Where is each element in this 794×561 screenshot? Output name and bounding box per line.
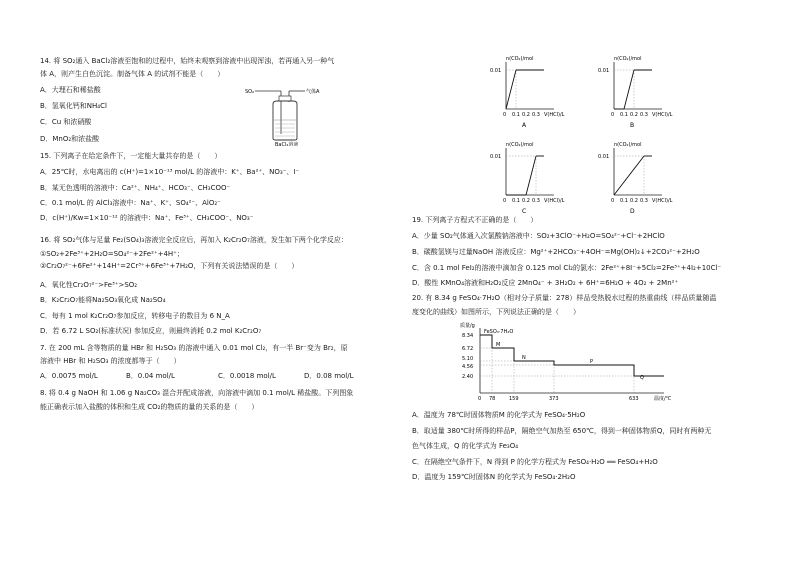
graph-b [590, 52, 686, 130]
graph-b-svg [590, 52, 686, 130]
q16-option-a: A．氧化性Cr₂O₇²⁻>Fe³⁺>SO₂ [40, 281, 138, 289]
graph-a-ylabel: n(CO₂)/mol [506, 56, 534, 62]
graph-a-ytick: 0.01 [490, 68, 502, 74]
q19-option-b: B．碳酸氢镁与过量NaOH 溶液反应：Mg²⁺+2HCO₃⁻+4OH⁻=Mg(OH)₂↓+2CO₃²⁻+2H₂O [412, 248, 700, 256]
graph-d-xtick-2: 0.2 [630, 198, 638, 204]
graph-c-svg [482, 138, 574, 216]
graph-d-xtick-1: 0.1 [620, 198, 628, 204]
tg-curve-figure [458, 320, 688, 404]
graph-a-xtick-3: 0.3 [532, 112, 540, 118]
fig-gas-label: 气体A [306, 89, 320, 95]
tg-curve-svg [458, 320, 688, 404]
graph-b-ylabel: n(CO₂)/mol [614, 56, 642, 62]
graph-d-xlabel: V(HCl)/L [652, 198, 673, 204]
tg-xtick-4: 633 [629, 396, 639, 402]
graph-b-xtick-3: 0.3 [640, 112, 648, 118]
q14-option-c: C．Cu 和浓硝酸 [40, 118, 92, 126]
q16-reaction-2: ②Cr₂O₇²⁻+6Fe²⁺+14H⁺=2Cr³⁺+6Fe³⁺+7H₂O，下列有关说法错误的是（ ） [40, 262, 299, 270]
graph-a-label: A [522, 122, 527, 129]
tg-ytick-4: 2.40 [462, 374, 474, 380]
q14-stem-2: 体 A，则产生白色沉淀。制备气体 A 的试剂不能是（ ） [40, 70, 225, 78]
q15-option-b: B．某无色透明的溶液中：Ca²⁺、NH₄⁺、HCO₃⁻、CH₃COO⁻ [40, 184, 231, 192]
tg-xtick-0: 0 [478, 396, 482, 402]
graph-c-xtick-2: 0.2 [522, 198, 530, 204]
q16-option-c: C．每有 1 mol K₂Cr₂O₇参加反应，转移电子的数目为 6 N_A [40, 312, 230, 320]
q15-stem: 15. 下列离子在给定条件下，一定能大量共存的是（ ） [40, 152, 222, 160]
graph-d-xtick-0: 0 [611, 198, 615, 204]
q16-option-d: D．若 6.72 L SO₂(标准状况) 参加反应，则最终消耗 0.2 mol K₂Cr₂O₇ [40, 327, 262, 335]
tg-point-q: Q [640, 375, 644, 381]
q15-option-d: D．c(H⁺)/Kw=1×10⁻¹² 的溶液中：Na⁺、Fe³⁺、CH₃COO⁻、NO₃⁻ [40, 214, 254, 222]
graph-b-xtick-0: 0 [611, 112, 615, 118]
tg-point-n: N [522, 355, 526, 361]
graph-d [590, 138, 686, 216]
gas-bottle-figure [243, 82, 333, 146]
fig-so2-label: SO₂ [245, 89, 255, 95]
tg-ylabel: 质量/g [460, 323, 475, 329]
tg-ytick-0: 8.34 [462, 333, 474, 339]
graph-d-svg [590, 138, 686, 216]
q7-stem-2: 溶液中 HBr 和 H₂SO₃ 的浓度都等于（ ） [40, 357, 181, 365]
q14-stem-1: 14. 将 SO₂通入 BaCl₂溶液至饱和的过程中，始终未观察到溶液中出现浑浊，若再通入另一种气 [40, 57, 335, 65]
graph-c-xlabel: V(HCl)/L [544, 198, 565, 204]
tg-point-p: P [590, 359, 594, 365]
tg-ytick-3: 4.56 [462, 364, 474, 370]
graph-c-xtick-0: 0 [503, 198, 507, 204]
q14-option-a: A．大理石和稀盐酸 [40, 86, 101, 94]
graph-b-xlabel: V(HCl)/L [652, 112, 673, 118]
q14-option-d: D．MnO₂和浓盐酸 [40, 135, 100, 143]
graph-d-xtick-3: 0.3 [640, 198, 648, 204]
q20-stem-2: 度变化的曲线）如图所示，下列说法正确的是（ ） [412, 308, 580, 316]
tg-xlabel: 温度/℃ [654, 396, 672, 402]
graph-c-ytick: 0.01 [490, 154, 502, 160]
q15-option-a: A．25℃时，水电离出的 c(H⁺)=1×10⁻¹³ mol/L 的溶液中：K⁺、Ba²⁺、NO₃⁻、I⁻ [40, 168, 300, 176]
graph-c-xtick-1: 0.1 [512, 198, 520, 204]
q20-option-a: A．温度为 78℃时固体物质M 的化学式为 FeSO₄·5H₂O [412, 411, 586, 419]
q20-option-b-1: B．取适量 380℃时所得的样品P，隔绝空气加热至 650℃，得到一种固体物质Q，同时有两种无 [412, 427, 712, 435]
q16-option-b: B．K₂Cr₂O₇能将Na₂SO₃氧化成 Na₂SO₄ [40, 296, 166, 304]
q19-stem: 19. 下列离子方程式不正确的是（ ） [412, 216, 538, 224]
q8-stem-1: 8. 将 0.4 g NaOH 和 1.06 g Na₂CO₃ 混合并配成溶液，向溶液中滴加 0.1 mol/L 稀盐酸。下列图象 [40, 389, 354, 397]
tg-curve-label: FeSO₄·7H₂O [484, 329, 514, 335]
q19-option-a: A．少量 SO₂气体通入次氯酸钠溶液中：SO₂+3ClO⁻+H₂O=SO₄²⁻+Cl⁻+2HClO [412, 232, 665, 240]
graph-c-label: C [522, 208, 527, 215]
graph-d-label: D [630, 208, 635, 215]
tg-ytick-2: 5.10 [462, 356, 474, 362]
fig-caption: BaCl₂溶液 [275, 142, 299, 146]
q7-option-b: B．0.04 mol/L [126, 372, 175, 380]
graph-a [482, 52, 574, 130]
q20-option-c: C．在隔绝空气条件下，N 得到 P 的化学方程式为 FeSO₄·H₂O ══ FeSO₄+H₂O [412, 458, 658, 466]
tg-point-m: M [496, 342, 501, 348]
graph-c-xtick-3: 0.3 [532, 198, 540, 204]
q14-option-b: B．氢氧化钙和NH₄Cl [40, 102, 107, 110]
tg-xtick-1: 78 [489, 396, 496, 402]
graph-c-ylabel: n(CO₂)/mol [506, 142, 534, 148]
q7-option-a: A．0.0075 mol/L [40, 372, 98, 380]
q20-option-d: D．温度为 159℃时固体N 的化学式为 FeSO₄·2H₂O [412, 473, 576, 481]
q19-option-d: D．酸性 KMnO₄溶液和H₂O₂反应 2MnO₄⁻ + 3H₂O₂ + 6H⁺=6H₂O + 4O₂ + 2Mn²⁺ [412, 279, 679, 287]
graph-c [482, 138, 574, 216]
graph-a-xlabel: V(HCl)/L [544, 112, 565, 118]
graph-a-svg [482, 52, 574, 130]
q19-option-c: C．含 0.1 mol FeI₂的溶液中滴加含 0.125 mol Cl₂的氯水：2Fe²⁺+8I⁻+5Cl₂=2Fe³⁺+4I₂+10Cl⁻ [412, 264, 722, 272]
q7-option-d: D．0.08 mol/L [304, 372, 354, 380]
q7-option-c: C．0.0018 mol/L [218, 372, 276, 380]
graph-a-xtick-0: 0 [503, 112, 507, 118]
tg-xtick-2: 159 [509, 396, 519, 402]
graph-b-label: B [630, 122, 635, 129]
q16-reaction-1: ①SO₂+2Fe³⁺+2H₂O=SO₄²⁻+2Fe²⁺+4H⁺； [40, 250, 184, 258]
graph-a-xtick-2: 0.2 [522, 112, 530, 118]
q20-stem-1: 20. 有 8.34 g FeSO₄·7H₂O（相对分子质量：278）样品受热脱水过程的热重曲线（样品质量随温 [412, 294, 717, 302]
tg-xtick-3: 373 [549, 396, 559, 402]
q8-stem-2: 能正确表示加入盐酸的体积和生成 CO₂的物质的量的关系的是（ ） [40, 403, 259, 411]
graph-d-ytick: 0.01 [598, 154, 610, 160]
graph-b-xtick-2: 0.2 [630, 112, 638, 118]
tg-ytick-1: 6.72 [462, 346, 474, 352]
q16-stem: 16. 将 SO₂气体与足量 Fe₂(SO₄)₃溶液完全反应后，再加入 K₂Cr₂O₇溶液，发生如下两个化学反应： [40, 236, 348, 244]
q20-option-b-2: 色气体生成，Q 的化学式为 Fe₃O₄ [412, 442, 519, 450]
q7-stem-1: 7. 在 200 mL 含等物质的量 HBr 和 H₂SO₃ 的溶液中通入 0.01 mol Cl₂，有一半 Br⁻变为 Br₂，原 [40, 344, 348, 352]
graph-d-ylabel: n(CO₂)/mol [614, 142, 642, 148]
q15-option-c: C．0.1 mol/L 的 AlCl₃溶液中：Na⁺、K⁺、SO₄²⁻、AlO₂⁻ [40, 199, 221, 207]
graph-b-xtick-1: 0.1 [620, 112, 628, 118]
graph-b-ytick: 0.01 [598, 68, 610, 74]
graph-a-xtick-1: 0.1 [512, 112, 520, 118]
